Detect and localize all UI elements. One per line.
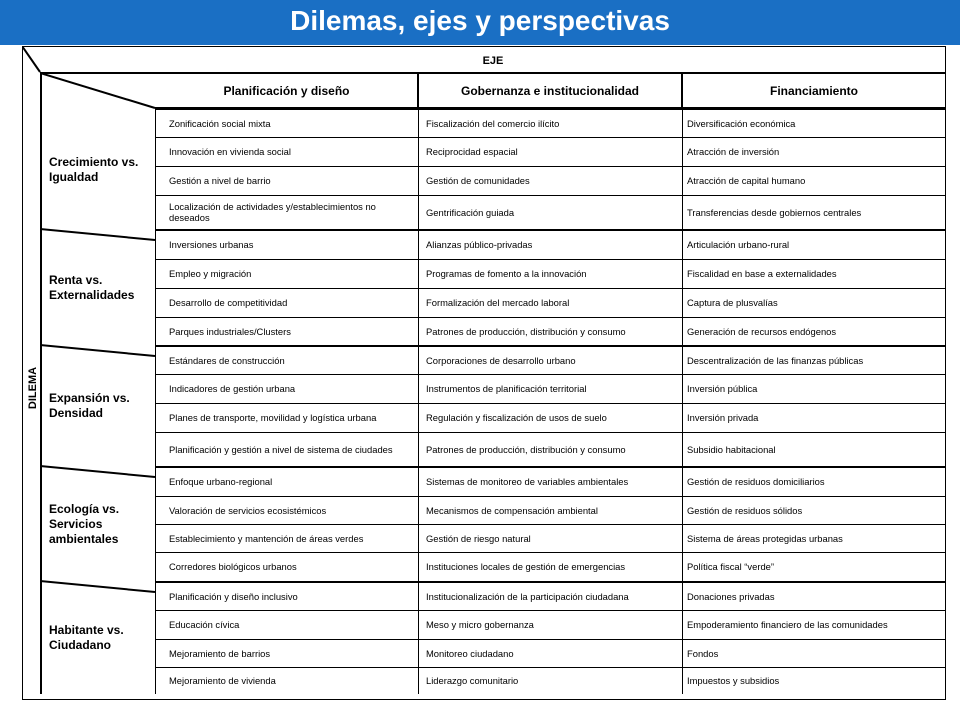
table-cell: Diversificación económica — [687, 118, 796, 129]
dilemma-label: Renta vs. Externalidades — [49, 273, 135, 302]
table-cell: Fiscalización del comercio ilícito — [426, 118, 560, 129]
table-cell: Valoración de servicios ecosistémicos — [169, 504, 327, 516]
dilemma-label: Expansión vs. Densidad — [49, 391, 130, 420]
table-cell: Liderazgo comunitario — [426, 675, 519, 686]
table-cell: Sistemas de monitoreo de variables ambientales — [426, 476, 629, 487]
axis-header-dilema: DILEMA — [27, 366, 39, 410]
table-cell: Gestión de riesgo natural — [426, 532, 531, 544]
group-divider — [40, 465, 160, 481]
column-header: Financiamiento — [769, 83, 858, 98]
table-cell: Reciprocidad espacial — [426, 146, 518, 157]
table-cell: Indicadores de gestión urbana — [169, 383, 296, 394]
dilemma-label: Crecimiento vs. Igualdad — [49, 154, 139, 184]
header-separator — [681, 74, 683, 107]
table-cell: Política fiscal “verde” — [687, 561, 775, 572]
table-cell: Mejoramiento de barrios — [169, 647, 271, 659]
group-divider — [40, 580, 160, 596]
dilemma-label: Ecología vs. Servicios ambientales — [49, 501, 120, 546]
table-cell: Subsidio habitacional — [687, 443, 776, 455]
table-cell: Descentralización de las finanzas públicas — [687, 354, 864, 366]
table-cell: Articulación urbano-rural — [687, 239, 790, 250]
table-cell: Inversión pública — [687, 383, 758, 394]
table-cell: Instituciones locales de gestión de emergencias — [426, 561, 626, 572]
table-cell: Planificación y diseño inclusivo — [169, 590, 298, 602]
table-cell: Fiscalidad en base a externalidades — [687, 268, 837, 279]
table-cell: Corporaciones de desarrollo urbano — [426, 354, 576, 366]
page-title: Dilemas, ejes y perspectivas — [0, 0, 960, 45]
column-header: Gobernanza e institucionalidad — [460, 83, 640, 98]
table-cell: Educación cívica — [169, 619, 240, 630]
table-cell: Zonificación social mixta — [169, 118, 271, 129]
table-cell: Atracción de inversión — [687, 146, 780, 157]
table-cell: Meso y micro gobernanza — [426, 619, 534, 630]
table-cell: Innovación en vivienda social — [169, 146, 291, 157]
table-cell: Planificación y gestión a nivel de sistema de ciudades — [169, 443, 393, 455]
table-cell: Localización de actividades y/establecimientos no deseados — [169, 201, 376, 223]
table-cell: Captura de plusvalías — [687, 297, 778, 308]
table-cell: Gestión de residuos domiciliarios — [687, 476, 825, 487]
header-diagonal — [40, 72, 160, 112]
table-cell: Establecimiento y mantención de áreas verdes — [169, 532, 364, 544]
table-cell: Planes de transporte, movilidad y logística urbana — [169, 412, 377, 423]
table-cell: Inversiones urbanas — [169, 239, 254, 250]
table-cell: Gestión a nivel de barrio — [169, 175, 271, 186]
dilemma-label: Habitante vs. Ciudadano — [49, 623, 124, 652]
table-cell: Atracción de capital humano — [687, 175, 806, 186]
table-cell: Empleo y migración — [169, 268, 252, 279]
table-cell: Estándares de construcción — [169, 354, 285, 366]
table-cell: Desarrollo de competitividad — [169, 297, 288, 308]
table-cell: Corredores biológicos urbanos — [169, 561, 297, 572]
axis-header-eje: EJE — [482, 55, 504, 67]
group-divider — [40, 344, 160, 360]
group-divider — [40, 228, 160, 244]
table-cell: Generación de recursos endógenos — [687, 326, 837, 337]
table-cell: Regulación y fiscalización de usos de suelo — [426, 412, 607, 423]
header-separator — [417, 74, 419, 107]
table-cell: Donaciones privadas — [687, 590, 775, 602]
table-cell: Programas de fomento a la innovación — [426, 268, 587, 279]
table-cell: Formalización del mercado laboral — [426, 297, 570, 308]
table-cell: Monitoreo ciudadano — [426, 647, 514, 659]
table-cell: Sistema de áreas protegidas urbanas — [687, 532, 843, 544]
table-cell: Parques industriales/Clusters — [169, 326, 291, 337]
table-cell: Impuestos y subsidios — [687, 675, 780, 686]
table-cell: Empoderamiento financiero de las comunidades — [687, 619, 888, 630]
table-cell: Mecanismos de compensación ambiental — [426, 504, 598, 516]
table-cell: Fondos — [687, 647, 719, 659]
table-cell: Instrumentos de planificación territorial — [426, 383, 587, 394]
table-cell: Gestión de residuos sólidos — [687, 504, 803, 516]
table-cell: Patrones de producción, distribución y consumo — [426, 443, 626, 455]
table-cell: Transferencias desde gobiernos centrales — [687, 206, 862, 218]
table-cell: Gentrificación guiada — [426, 206, 515, 218]
table-cell: Enfoque urbano-regional — [169, 476, 273, 487]
table-cell: Alianzas público-privadas — [426, 239, 533, 250]
column-header: Planificación y diseño — [223, 83, 350, 98]
table-cell: Gestión de comunidades — [426, 175, 530, 186]
table-cell: Patrones de producción, distribución y consumo — [426, 326, 626, 337]
table-cell: Inversión privada — [687, 412, 759, 423]
table-cell: Institucionalización de la participación ciudadana — [426, 590, 629, 602]
table-cell: Mejoramiento de vivienda — [169, 675, 276, 686]
